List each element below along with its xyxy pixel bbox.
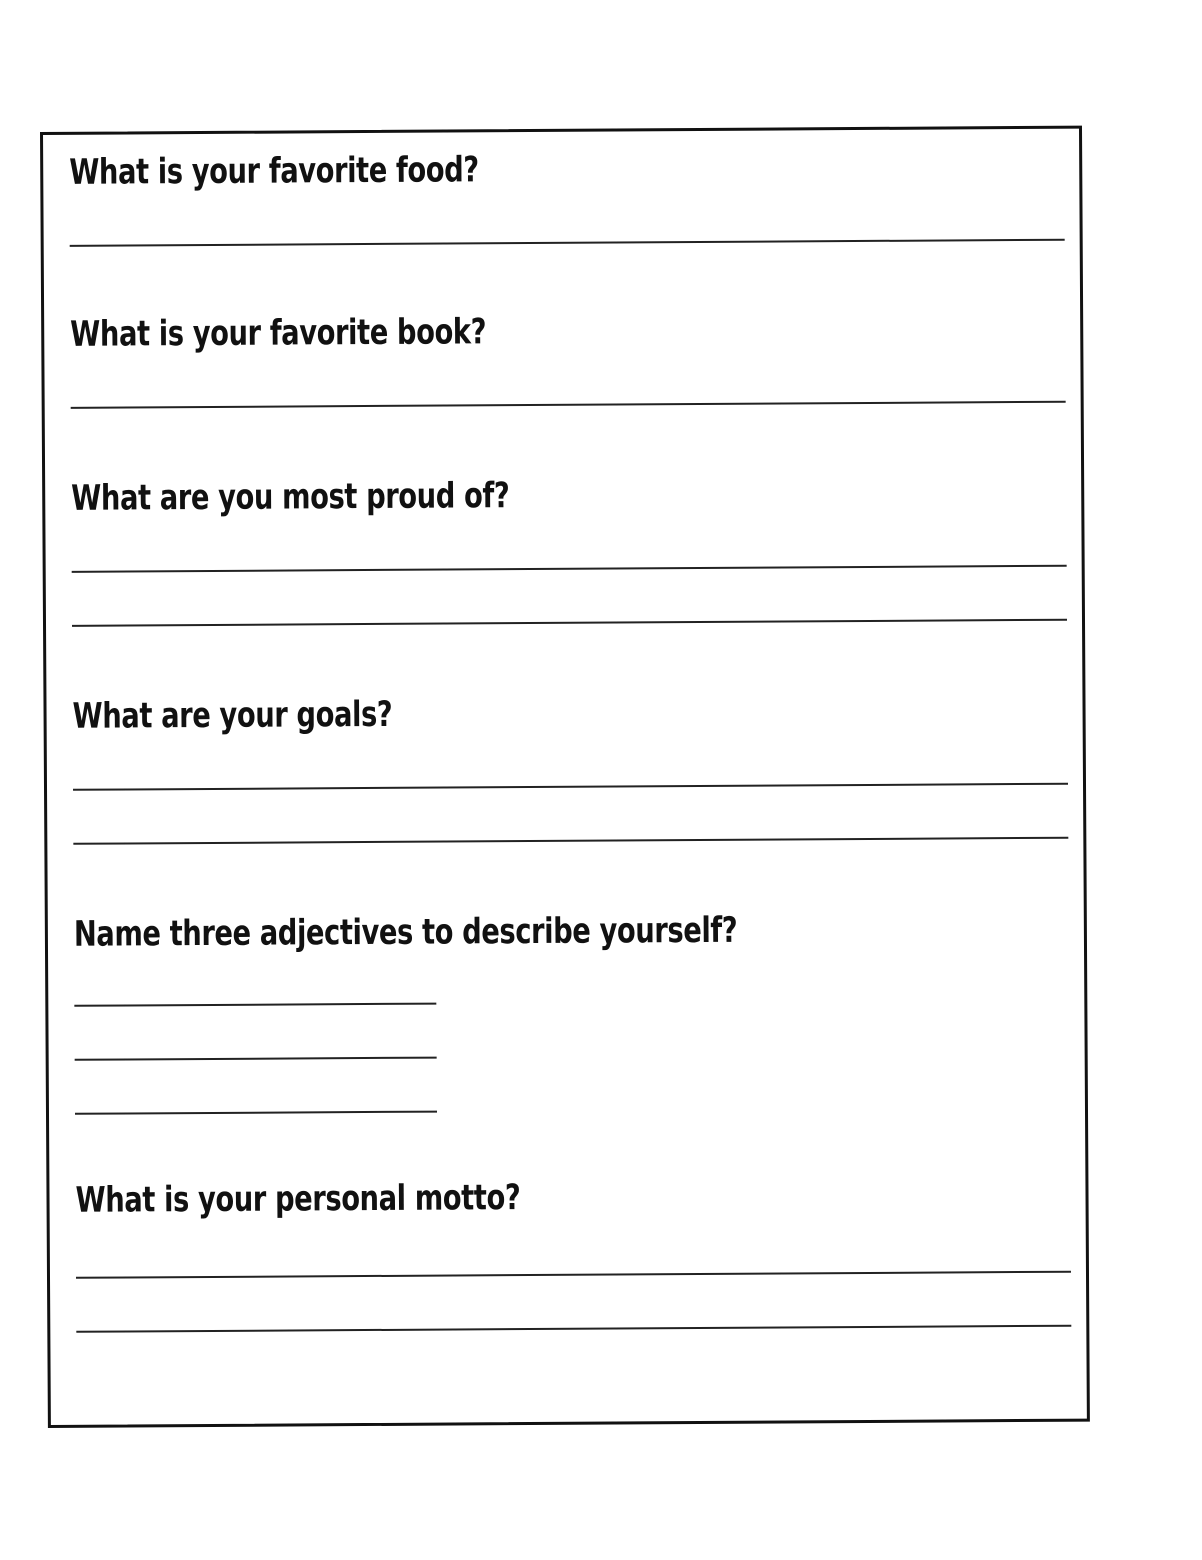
answer-line-adjective-2[interactable] — [75, 1057, 437, 1061]
answer-line-adjective-3[interactable] — [75, 1111, 437, 1115]
question-proud-of: What are you most proud of? — [71, 476, 510, 519]
answer-line-favorite-book[interactable] — [71, 401, 1066, 409]
answer-line-proud-of-1[interactable] — [72, 565, 1067, 573]
question-goals: What are your goals? — [72, 694, 393, 737]
question-adjectives: Name three adjectives to describe yourself? — [73, 910, 738, 955]
question-favorite-food: What is your favorite food? — [69, 150, 479, 193]
question-favorite-book: What is your favorite book? — [70, 312, 487, 355]
answer-line-goals-1[interactable] — [73, 783, 1068, 791]
answer-line-adjective-1[interactable] — [74, 1003, 436, 1007]
answer-line-favorite-food[interactable] — [70, 239, 1065, 247]
answer-line-motto-2[interactable] — [76, 1325, 1071, 1333]
question-personal-motto: What is your personal motto? — [75, 1178, 521, 1221]
questionnaire-frame — [40, 126, 1090, 1428]
answer-line-goals-2[interactable] — [73, 837, 1068, 845]
answer-line-motto-1[interactable] — [76, 1271, 1071, 1279]
answer-line-proud-of-2[interactable] — [72, 619, 1067, 627]
